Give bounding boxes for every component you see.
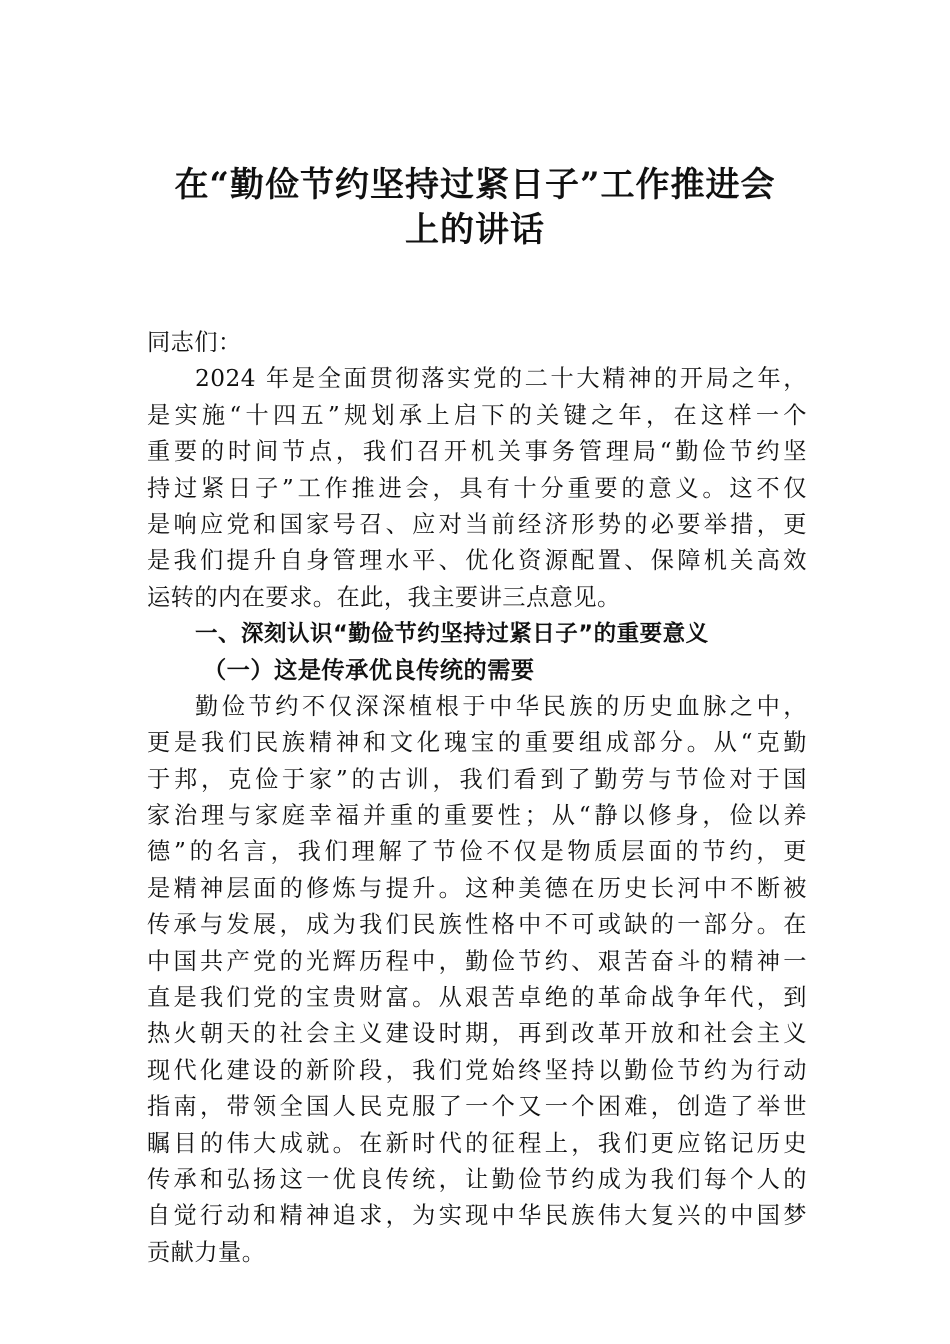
intro-line: 持过紧日子”工作推进会，具有十分重要的意义。这不仅	[147, 474, 807, 502]
section-line: 中国共产党的光辉历程中，勤俭节约、艰苦奋斗的精神一	[147, 947, 807, 975]
intro-line: 重要的时间节点，我们召开机关事务管理局“勤俭节约坚	[147, 438, 807, 466]
section-line: 于邦，克俭于家”的古训，我们看到了勤劳与节俭对于国	[147, 765, 807, 793]
document-title-line1: 在“勤俭节约坚持过紧日子”工作推进会	[174, 165, 776, 205]
intro-line: 运转的内在要求。在此，我主要讲三点意见。	[147, 583, 621, 611]
intro-line: 是实施“十四五”规划承上启下的关键之年，在这样一个	[147, 401, 807, 429]
section-line: 现代化建设的新阶段，我们党始终坚持以勤俭节约为行动	[147, 1056, 807, 1084]
section-heading-1: 一、深刻认识“勤俭节约坚持过紧日子”的重要意义	[195, 621, 709, 648]
section-line: 更是我们民族精神和文化瑰宝的重要组成部分。从“克勤	[147, 729, 807, 757]
salutation: 同志们：	[147, 329, 242, 356]
intro-line: 2024 年是全面贯彻落实党的二十大精神的开局之年，	[195, 365, 807, 393]
document-title-line2: 上的讲话	[405, 210, 545, 250]
section-line: 是精神层面的修炼与提升。这种美德在历史长河中不断被	[147, 874, 807, 902]
section-line: 贡献力量。	[147, 1238, 266, 1266]
document-body	[147, 325, 807, 1271]
section-line: 热火朝天的社会主义建设时期，再到改革开放和社会主义	[147, 1020, 807, 1048]
section-line: 家治理与家庭幸福并重的重要性；从“静以修身，俭以养	[147, 802, 807, 830]
section-line: 直是我们党的宝贵财富。从艰苦卓绝的革命战争年代，到	[147, 984, 807, 1012]
section-line: 德”的名言，我们理解了节俭不仅是物质层面的节约，更	[147, 838, 807, 866]
section-line: 指南，带领全国人民克服了一个又一个困难，创造了举世	[147, 1093, 807, 1121]
section-line: 勤俭节约不仅深深植根于中华民族的历史血脉之中，	[195, 692, 807, 720]
section-heading-2: （一）这是传承优良传统的需要	[203, 656, 535, 684]
section-line: 自觉行动和精神追求，为实现中华民族伟大复兴的中国梦	[147, 1202, 807, 1230]
intro-line: 是我们提升自身管理水平、优化资源配置、保障机关高效	[147, 547, 807, 575]
section-line: 传承和弘扬这一优良传统，让勤俭节约成为我们每个人的	[147, 1165, 807, 1193]
intro-line: 是响应党和国家号召、应对当前经济形势的必要举措，更	[147, 510, 807, 538]
section-line: 瞩目的伟大成就。在新时代的征程上，我们更应铭记历史	[147, 1129, 807, 1157]
section-line: 传承与发展，成为我们民族性格中不可或缺的一部分。在	[147, 911, 807, 939]
